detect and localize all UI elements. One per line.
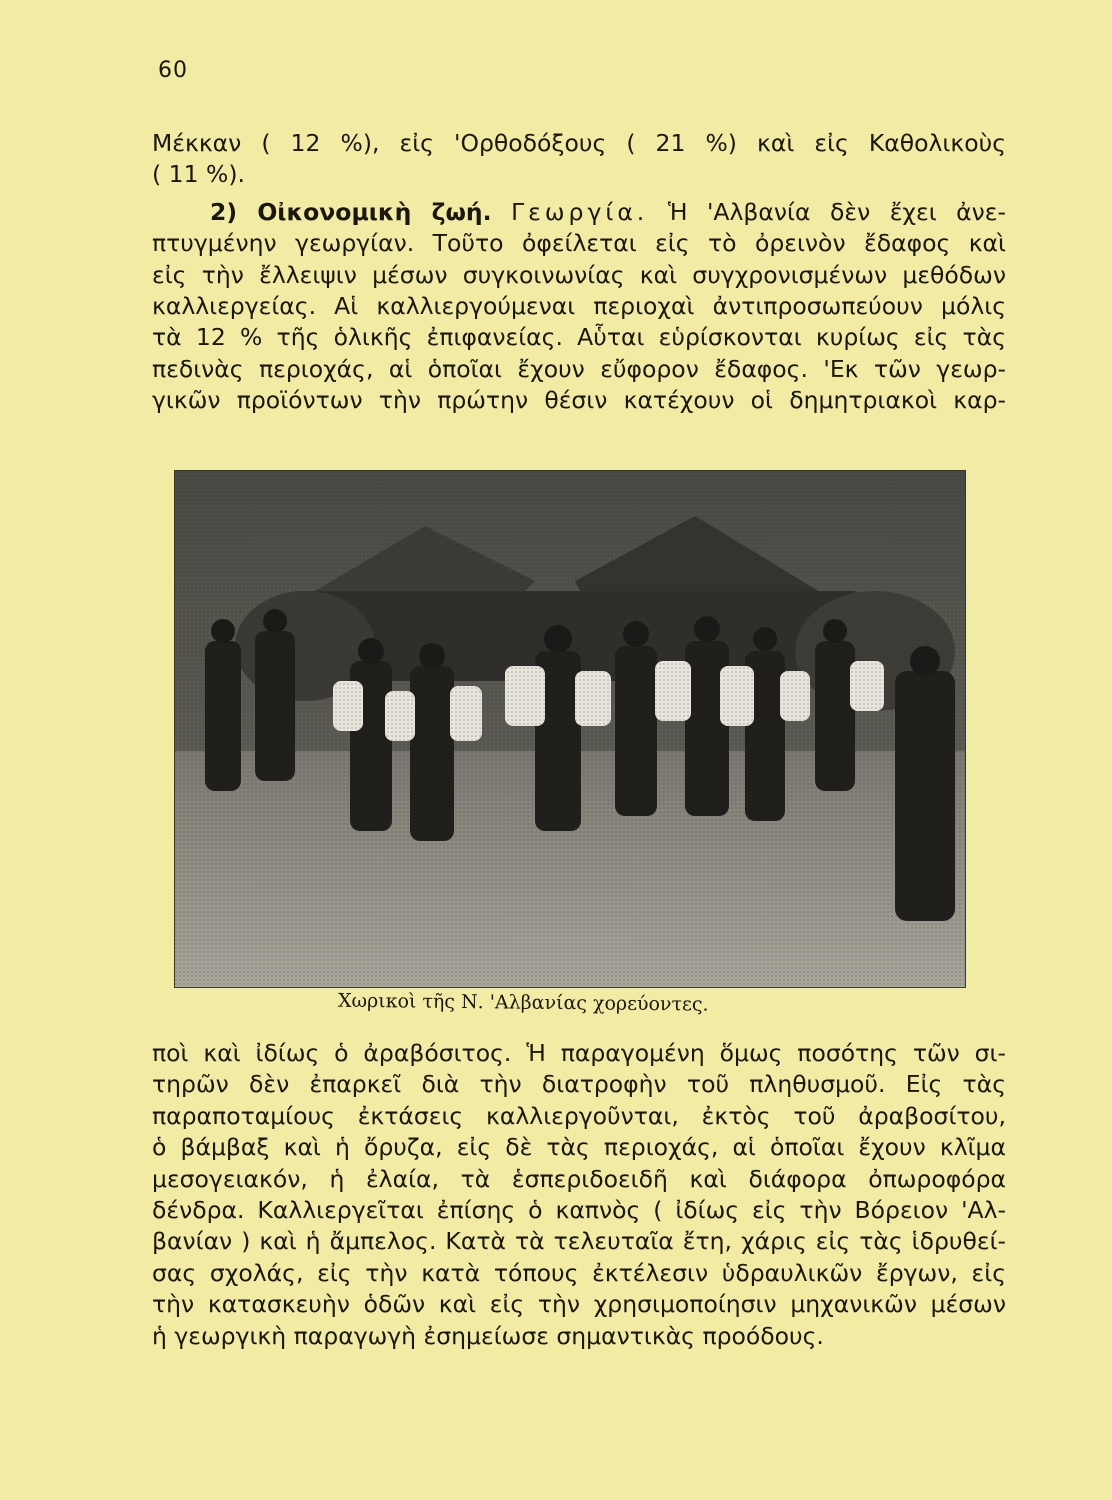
text-line: εἰς τὴν ἔλλειψιν μέσων συγκοινωνίας καὶ συγχρονισμένων μεθόδων (152, 260, 1006, 289)
text-line: πτυγμένην γεωργίαν. Τοῦτο ὀφείλεται εἰς τὸ ὀρεινὸν ἔδαφος καὶ (152, 229, 1006, 258)
text-line: ὁ βάμβαξ καὶ ἡ ὄρυζα, εἰς δὲ τὰς περιοχάς, αἱ ὁποῖαι ἔχουν κλῖμα (152, 1133, 1006, 1162)
text-line: δένδρα. Καλλιεργεῖται ἐπίσης ὁ καπνὸς ( ἰδίως εἰς τὴν Βόρειον 'Αλ- (152, 1196, 1006, 1225)
top-text-block (152, 128, 1006, 417)
text-line: Μέκκαν ( 12 %), εἰς 'Ορθοδόξους ( 21 %) καὶ εἰς Καθολικοὺς (152, 129, 1006, 157)
page-number: 60 (158, 58, 188, 83)
figure-caption: Χωρικοὶ τῆς Ν. 'Αλβανίας χορεύοντες. (337, 989, 709, 1016)
text-line: πεδινὰς περιοχάς, αἱ ὁποῖαι ἔχουν εὔφορον ἔδαφος. 'Εκ τῶν γεωρ- (152, 354, 1006, 383)
photograph-dancing-villagers (174, 470, 966, 988)
text-line: σας σχολάς, εἰς τὴν κατὰ τόπους ἐκτέλεσιν ὑδραυλικῶν ἔργων, εἰς (152, 1258, 1006, 1287)
text-line: τὴν κατασκευὴν ὁδῶν καὶ εἰς τὴν χρησιμοποίησιν μηχανικῶν μέσων (152, 1290, 1006, 1319)
text-line: καλλιεργείας. Αἱ καλλιεργούμεναι περιοχαὶ ἀντιπροσωπεύουν μόλις (152, 292, 1006, 321)
text-line: βανίαν ) καὶ ἡ ἄμπελος. Κατὰ τὰ τελευταῖα ἔτη, χάρις εἰς τὰς ἱδρυθεί- (152, 1227, 1006, 1256)
text-line: τὰ 12 % τῆς ὁλικῆς ἐπιφανείας. Αὗται εὑρίσκονται κυρίως εἰς τὰς (152, 323, 1006, 352)
text-line: ποὶ καὶ ἰδίως ὁ ἀραβόσιτος. Ἡ παραγομένη ὅμως ποσότης τῶν σι- (152, 1039, 1006, 1067)
text-line: ( 11 %). (152, 160, 245, 189)
bottom-text-block (152, 1038, 1006, 1352)
text-line: γικῶν προϊόντων τὴν πρώτην θέσιν κατέχουν οἱ δημητριακοὶ καρ- (152, 386, 1006, 415)
text-fragment: Ἡ 'Αλβανία δὲν ἔχει ἀνε- (667, 197, 1006, 226)
text-line: παραποταμίους ἐκτάσεις καλλιεργοῦνται, ἐκτὸς τοῦ ἀραβοσίτου, (152, 1101, 1006, 1130)
text-line: τηρῶν δὲν ἐπαρκεῖ διὰ τὴν διατροφὴν τοῦ πληθυσμοῦ. Εἰς τὰς (152, 1070, 1006, 1099)
text-line (152, 197, 1006, 228)
section-paragraph (152, 197, 1006, 417)
section-subheading: Γεωργία. (511, 197, 649, 226)
text-line: ἡ γεωργικὴ παραγωγὴ ἐσημείωσε σημαντικὰς προόδους. (152, 1321, 824, 1350)
section-heading: 2) Οἰκονομικὴ ζωή. (210, 197, 492, 226)
paragraph (152, 1038, 1006, 1352)
text-line: μεσογειακόν, ἡ ἐλαία, τὰ ἑσπεριδοειδῆ καὶ διάφορα ὀπωροφόρα (152, 1164, 1006, 1193)
paragraph (152, 128, 1006, 191)
